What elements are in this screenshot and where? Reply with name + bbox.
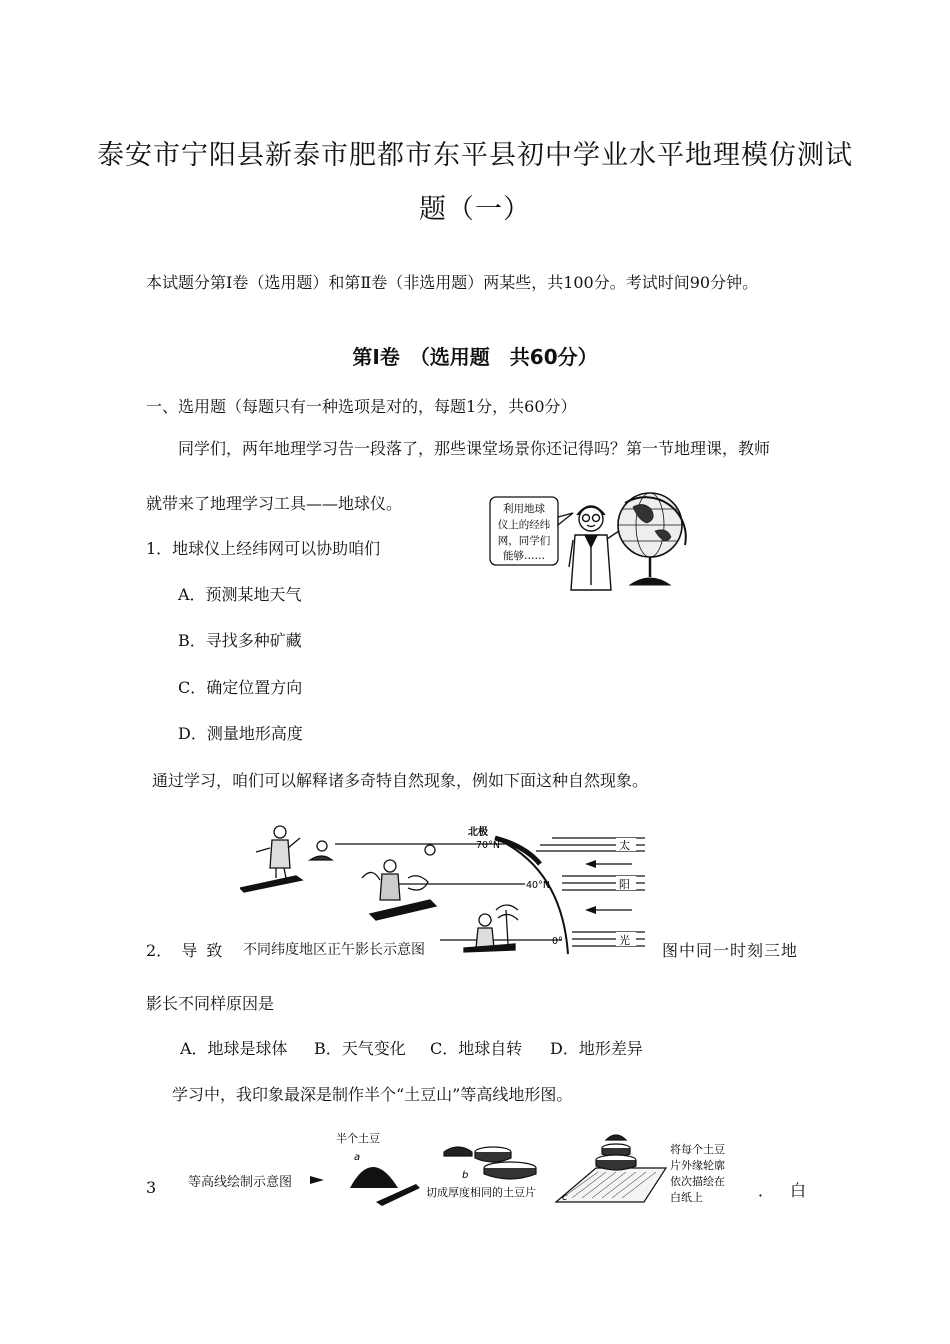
question-1-stem: 1．地球仪上经纬网可以协助咱们 — [146, 539, 381, 558]
speech-line-1: 利用地球 — [503, 503, 545, 515]
question-2-stem-prefix: 2． 导 致 — [146, 941, 223, 960]
trace-label-3: 依次描绘在 — [670, 1175, 725, 1188]
step-c-label: c — [562, 1192, 568, 1203]
potato-slices — [444, 1147, 536, 1179]
traced-paper — [556, 1135, 666, 1202]
passage1-line2: 就带来了地理学习工具——地球仪。 — [146, 494, 403, 513]
step-b-label: b — [462, 1170, 469, 1181]
question-1-option-d: D．测量地形高度 — [178, 724, 303, 743]
contour-figure — [306, 1128, 746, 1210]
trace-label-4: 白纸上 — [670, 1191, 703, 1204]
question-3-tail-char: 白 — [790, 1181, 807, 1200]
sun-label-2: 阳 — [619, 878, 630, 891]
question-2-stem-suffix: 图中同一时刻三地 — [662, 941, 799, 960]
question-2-option-b: B．天气变化 — [314, 1039, 406, 1058]
latitude-40-label: 40°N — [526, 880, 550, 891]
half-potato-shape — [350, 1167, 398, 1188]
section-heading: 第Ⅰ卷 （选用题 共60分） — [352, 345, 598, 369]
question-3-tail-dot: ． — [758, 1181, 775, 1200]
passage2: 通过学习，咱们可以解释诸多奇特自然现象，例如下面这种自然现象。 — [152, 771, 649, 790]
trace-label-2: 片外缘轮廓 — [670, 1159, 725, 1172]
globe-icon — [618, 493, 686, 585]
sun-label-3: 光 — [619, 934, 630, 947]
question-1-option-b: B．寻找多种矿藏 — [178, 631, 302, 650]
question-2-option-c: C．地球自转 — [430, 1039, 523, 1058]
arrow-icon — [310, 1176, 324, 1184]
teacher-globe-figure — [485, 485, 690, 595]
step-a-label: a — [354, 1152, 361, 1163]
person-equator-icon — [464, 905, 518, 952]
document-title-line2: 题（一） — [419, 194, 531, 225]
question-1-option-c: C．确定位置方向 — [178, 678, 303, 697]
latitude-0-label: 0° — [552, 936, 563, 947]
exam-intro: 本试题分第Ⅰ卷（选用题）和第Ⅱ卷（非选用题）两某些，共100分。考试时间90分钟。 — [146, 273, 759, 292]
north-pole-label: 北极 — [468, 827, 488, 838]
speech-line-2: 仪上的经纬 — [497, 519, 551, 531]
ray-arrows — [585, 860, 596, 914]
person-midlatitude-icon — [362, 845, 436, 920]
question-2-stem-line2: 影长不同样原因是 — [146, 994, 275, 1013]
half-potato-label: 半个土豆 — [336, 1132, 380, 1145]
figure-3-caption: 等高线绘制示意图 — [188, 1175, 293, 1190]
slices-label: 切成厚度相同的土豆片 — [426, 1186, 536, 1199]
speech-line-3: 网，同学们 — [497, 535, 551, 547]
question-2-option-d: D．地形差异 — [550, 1039, 643, 1058]
speech-line-4: 能够…… — [503, 550, 545, 562]
shadow-length-figure — [240, 818, 650, 956]
sun-label-1: 太 — [619, 839, 630, 852]
document-title-line1: 泰安市宁阳县新泰市肥都市东平县初中学业水平地理模仿测试 — [97, 140, 853, 171]
figure-2-caption: 不同纬度地区正午影长示意图 — [243, 942, 425, 958]
question-2-option-a: A．地球是球体 — [180, 1039, 288, 1058]
question-3-number: 3 — [146, 1178, 157, 1197]
passage3: 学习中，我印象最深是制作半个“土豆山”等高线地形图。 — [172, 1085, 573, 1104]
trace-label-1: 将每个土豆 — [670, 1143, 725, 1156]
teacher-figure — [569, 506, 625, 590]
passage1-line1: 同学们，两年地理学习告一段落了，那些课堂场景你还记得吗？第一节地理课，教师 — [178, 439, 771, 458]
person-polar-icon — [240, 826, 332, 892]
part-heading: 一、选用题（每题只有一种选项是对的，每题1分，共60分） — [146, 397, 577, 416]
question-1-option-a: A．预测某地天气 — [178, 585, 302, 604]
latitude-70-label: 70°N — [476, 840, 500, 851]
